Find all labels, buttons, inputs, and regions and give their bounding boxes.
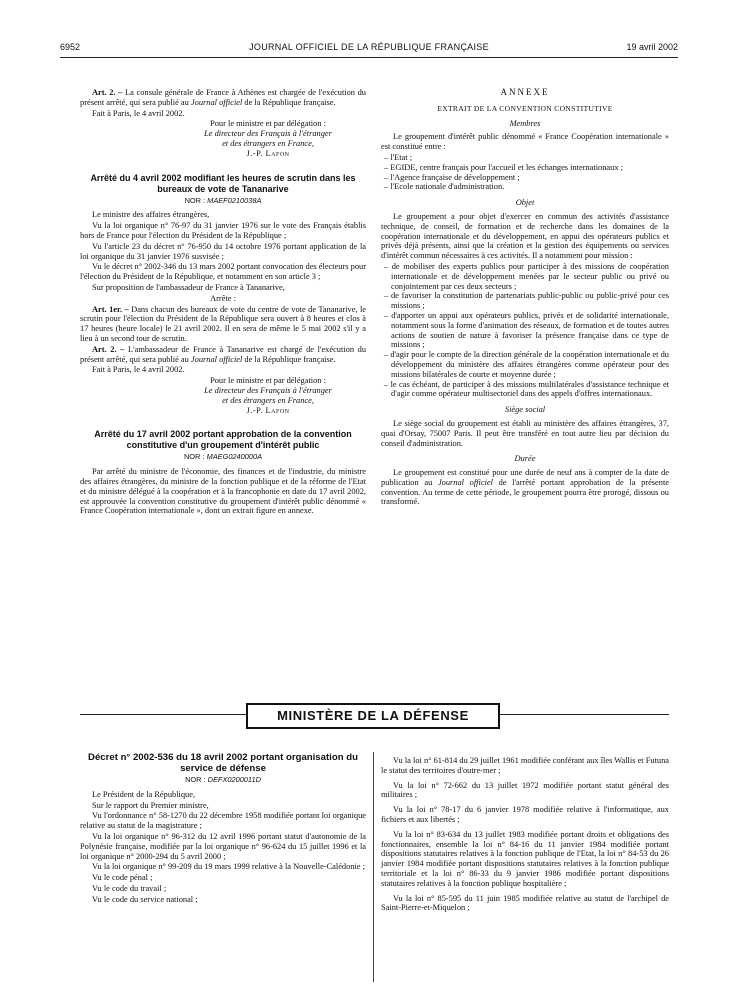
arrete-gip-title: Arrêté du 17 avril 2002 portant approbation de la convention constitutive d'un groupement d'intérêt public <box>94 429 352 451</box>
column-separator <box>373 752 374 982</box>
list-item: – d'apporter un appui aux opérateurs publics, privés et de solidarité internationale, notamment sous la forme d'animation des réseaux, de formation et de toutes autres actions de soutien de nature à favoriser la présence française dans ce type de missions ; <box>384 310 669 350</box>
list-item: – le cas échéant, de participer à des missions multilatérales d'assistance technique et d'agir comme opérateur multisectoriel dans des appels d'offres internationaux. <box>384 379 669 399</box>
decret-right-column <box>381 756 669 914</box>
decret-title: Décret n° 2002-536 du 18 avril 2002 portant organisation du service de défense <box>88 752 358 774</box>
paragraph: Par arrêté du ministre de l'économie, des finances et de l'industrie, du ministre des affaires étrangères, du ministre de la fonction publique et de la réforme de l'Etat et du ministre délégué à la coopération et à la francophonie en date du 17 avril 2002, est approuvée la convention constitutive du groupement d'intérêt public dénommé « France Coopération internationale », dont un extrait figure en annexe. <box>80 467 366 516</box>
objet-list <box>381 262 669 399</box>
art2-tananarive: Art. 2. – L'ambassadeur de France à Tananarive est chargé de l'exécution du présent arrêté, qui sera publié au Journal officiel de la République française. <box>80 344 367 364</box>
art1-tananarive: Art. 1er. – Dans chacun des bureaux de vote du centre de vote de Tananarive, le scrutin pour l'élection du Président de la République sera ouvert à 8 heures et clos à 17 heures (heure locale) le 21 avril 2002. Il en sera de même le 5 mai 2002 s'il y a lieu à un second tour de scrutin. <box>80 304 367 343</box>
section-heading: Durée <box>514 454 536 464</box>
decret-left-column <box>80 752 366 906</box>
list-item: – de favoriser la constitution de partenariats public-public ou public-privé pour ces missions ; <box>384 291 669 311</box>
arrete-tananarive-title: Arrêté du 4 avril 2002 modifiant les heures de scrutin dans les bureaux de vote de Tananarive <box>90 172 356 194</box>
paragraph: Vu le code pénal ; <box>92 873 153 883</box>
journal-title: JOURNAL OFFICIEL DE LA RÉPUBLIQUE FRANÇAISE <box>249 42 489 52</box>
page-number: 6952 <box>60 42 81 52</box>
nor-reference: NOR : MAEF0210038A <box>184 195 262 205</box>
left-column-top <box>80 88 366 517</box>
nor-reference: NOR : DEFX0200011D <box>185 775 261 784</box>
signature-block: Pour le ministre et par délégation : Le directeur des Français à l'étranger et des étrangers en France, J.-P. Lafon <box>204 119 332 158</box>
paragraph: Le groupement d'intérêt public dénommé « France Coopération internationale » est constitué entre : <box>381 132 669 152</box>
signature-block: Pour le ministre et par délégation : Le directeur des Français à l'étranger et des étrangers en France, J.-P. Lafon <box>204 376 332 415</box>
nor-reference: NOR : MAEG0240000A <box>183 452 263 462</box>
section-heading: Objet <box>515 198 535 208</box>
paragraph: Vu la loi organique n° 76-97 du 31 janvier 1976 sur le vote des Français établis hors de France pour l'élection du Président de la République ; <box>80 221 366 240</box>
issue-date: 19 avril 2002 <box>626 42 678 52</box>
ministry-banner: MINISTÈRE DE LA DÉFENSE <box>246 703 500 729</box>
header-rule <box>60 57 678 58</box>
section-heading: Membres <box>509 118 541 128</box>
list-item: – l'Agence française de développement ; <box>384 172 520 182</box>
paragraph: Le siège social du groupement est établi au ministère des affaires étrangères, 37, quai d'Orsay, 75007 Paris. Il peut être transféré en tout autre lieu par décision du conseil d'administration. <box>381 418 669 448</box>
paragraph: Vu la loi n° 78-17 du 6 janvier 1978 modifiée relative à l'informatique, aux fichiers et aux libertés ; <box>381 805 669 824</box>
paragraph: Vu l'article 23 du décret n° 76-950 du 14 octobre 1976 portant application de la loi organique du 31 janvier 1976 susvisée ; <box>80 241 366 261</box>
paragraph: Sur le rapport du Premier ministre, <box>92 800 209 810</box>
paragraph: Le Président de la République, <box>92 789 196 799</box>
list-item: – de mobiliser des experts publics pour participer à des missions de coopération internationale et de développement menées par le secteur public ou privé ou conjointement par ces deux secteurs ; <box>384 261 669 291</box>
paragraph: Le groupement a pour objet d'exercer en commun des activités d'assistance technique, de conseil, de formation et de recherche dans les domaines de la coopération internationale et du développement, en appui des opérateurs publics et privés déjà présents, ainsi que la création et la gestion des équipements ou services d'intérêt commun nécessaires à ces activités. Il a notamment pour mission : <box>381 211 669 261</box>
annexe-subtitle: EXTRAIT DE LA CONVENTION CONSTITUTIVE <box>437 103 613 113</box>
list-item: – l'Ecole nationale d'administration. <box>384 182 505 192</box>
fait-date: Fait à Paris, le 4 avril 2002. <box>92 365 185 375</box>
list-item: – l'Etat ; <box>384 152 413 162</box>
arrete-label: Arrête : <box>210 293 236 303</box>
paragraph: Le groupement est constitué pour une durée de neuf ans à compter de la date de publication au Journal officiel de l'arrêté portant approbation de la présente convention. Au terme de cette période, le groupement pourra être prorogé, dissous ou transformé. <box>381 468 669 507</box>
paragraph: Sur proposition de l'ambassadeur de France à Tananarive, <box>92 282 285 292</box>
art2-athenes: Art. 2. – La consule générale de France à Athènes est chargée de l'exécution du présent arrêté, qui sera publié au Journal officiel de la République française. <box>80 88 366 107</box>
page-header <box>60 42 678 56</box>
paragraph: Vu la loi n° 85-595 du 11 juin 1985 modifiée relative au statut de l'archipel de Saint-Pierre-et-Miquelon ; <box>381 893 669 913</box>
annexe-title: ANNEXE <box>500 87 550 97</box>
paragraph: Vu la loi organique n° 96-312 du 12 avril 1996 portant statut d'autonomie de la Polynésie française, modifiée par la loi organique n° 96-624 du 15 juillet 1996 et la loi organique n° 2000-294 du 5 avril 2000 ; <box>80 831 366 861</box>
list-item: – EGIDE, centre français pour l'accueil et les échanges internationaux ; <box>384 162 623 172</box>
right-column-annexe <box>381 88 669 508</box>
list-item: – d'agir pour le compte de la direction générale de la coopération internationale et du développement du ministère des affaires étrangères comme opérateur pour des missions bilatérales de courte et moyenne durée ; <box>384 350 669 379</box>
banner-rule-right <box>500 714 669 715</box>
fait-date: Fait à Paris, le 4 avril 2002. <box>92 108 185 118</box>
paragraph: Le ministre des affaires étrangères, <box>92 210 210 220</box>
paragraph: Vu la loi n° 72-662 du 13 juillet 1972 modifiée portant statut général des militaires ; <box>381 780 669 800</box>
banner-rule-left <box>80 714 246 715</box>
paragraph: Vu le décret n° 2002-346 du 13 mars 2002 portant convocation des électeurs pour l'élection du Président de la République, et notamment en son article 3 ; <box>80 262 366 282</box>
paragraph: Vu le code du service national ; <box>92 894 198 904</box>
paragraph: Vu la loi organique n° 99-209 du 19 mars 1999 relative à la Nouvelle-Calédonie ; <box>92 862 365 872</box>
paragraph: Vu l'ordonnance n° 58-1270 du 22 décembre 1958 modifiée portant loi organique relative au statut de la magistrature ; <box>80 811 366 831</box>
paragraph: Vu la loi n° 83-634 du 13 juillet 1983 modifiée portant droits et obligations des fonctionnaires, ensemble la loi n° 84-16 du 11 janvier 1984 modifiée portant dispositions statutaires relatives à la fonction publique de l'Etat, la loi n° 84-53 du 26 janvier 1984 modifiée portant dispositions statutaires relatives à la fonction publique territoriale et la loi n° 86-33 du 9 janvier 1986 modifiée portant dispositions statutaires relatives à la fonction publique hospitalière ; <box>381 829 669 888</box>
section-heading: Siège social <box>504 405 546 415</box>
paragraph: Vu la loi n° 61-814 du 29 juillet 1961 modifiée conférant aux îles Wallis et Futuna le statut des territoires d'outre-mer ; <box>381 756 669 775</box>
membres-list <box>381 153 669 192</box>
paragraph: Vu le code du travail ; <box>92 883 167 893</box>
